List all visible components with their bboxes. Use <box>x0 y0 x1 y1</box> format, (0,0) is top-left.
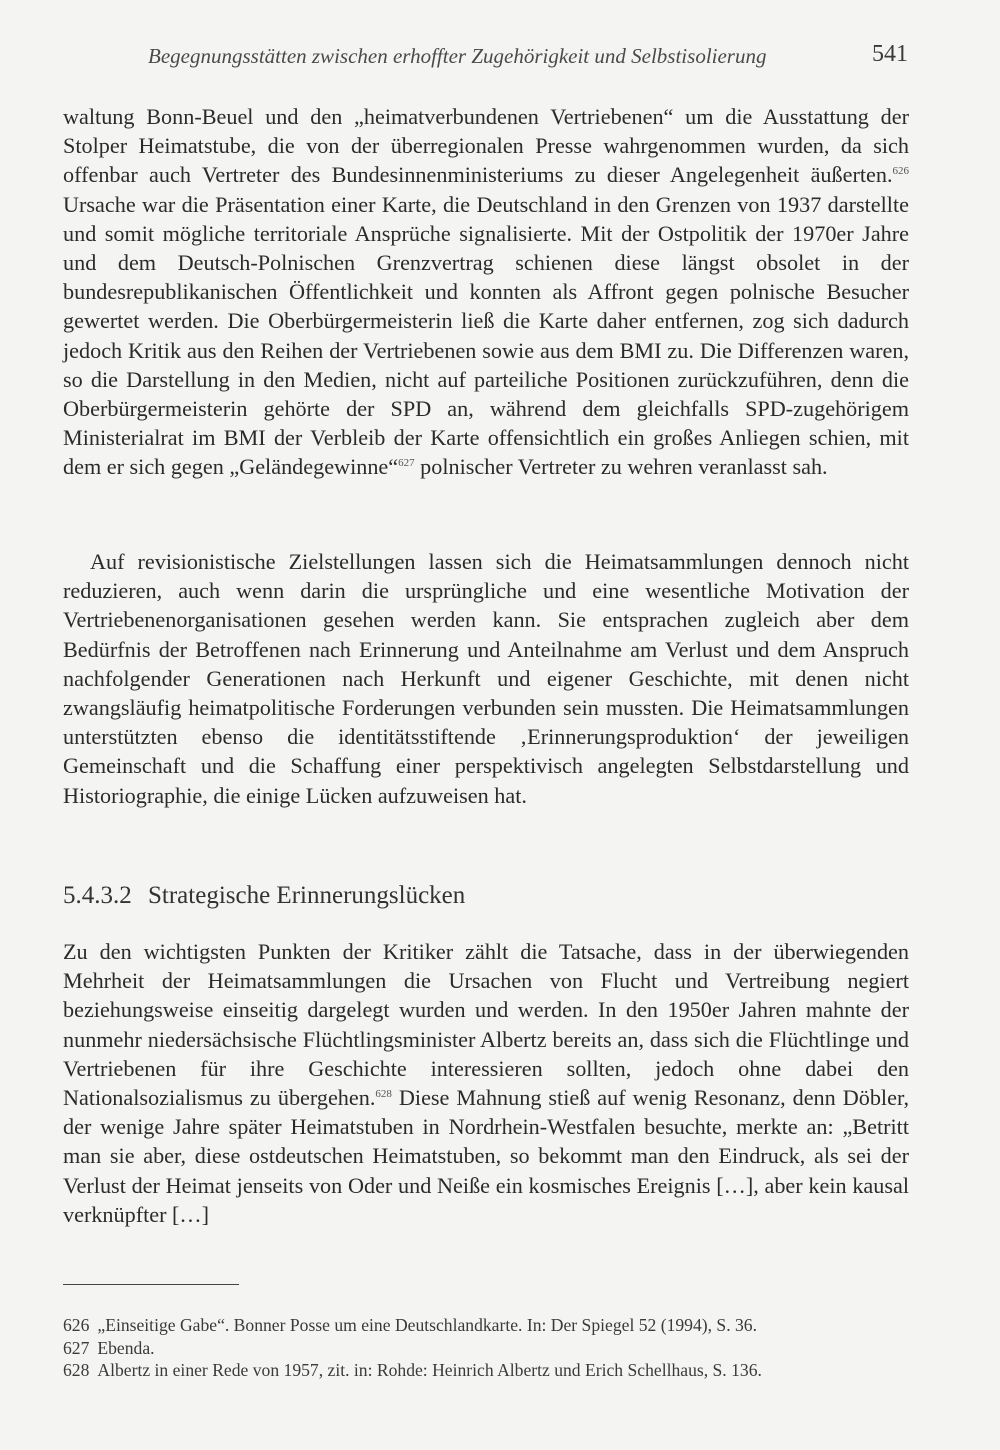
paragraph-1-part-1: waltung Bonn-Beuel und den „heimatverbundenen Vertriebenen“ um die Ausstattung der Stolper Heimatstube, die von der überregionalen Presse wahrgenommen wurden, da sich offenbar auch Vertreter des Bundesinnenministeriums zu dieser Angelegenheit äußerten. <box>63 104 909 188</box>
footnote-ref-626[interactable]: 626 <box>892 165 909 178</box>
paragraph-1-text <box>63 102 909 482</box>
running-title: Begegnungsstätten zwischen erhoffter Zugehörigkeit und Selbstisolierung <box>148 44 767 68</box>
footnote-627 <box>63 1337 909 1360</box>
paragraph-1 <box>63 102 909 482</box>
footnote-ref-627[interactable]: 627 <box>398 457 415 470</box>
running-head <box>148 41 908 74</box>
footnote-divider <box>63 1284 239 1285</box>
page-number: 541 <box>872 41 908 67</box>
paragraph-3-part-1: Zu den wichtigsten Punkten der Kritiker zählt die Tatsache, dass in der überwiegenden Mehrheit der Heimatsammlungen die Ursachen von Flucht und Vertreibung negiert beziehungsweise einseitig dargelegt wurden und werden. In den 1950er Jahren mahnte der nunmehr niedersächsische Flüchtlingsminister Albertz bereits an, dass sich die Flüchtlinge und Vertriebenen für ihre Geschichte interessieren sollten, jedoch ohne dabei den Nationalsozialismus zu übergehen. <box>63 939 909 1111</box>
footnote-626 <box>63 1314 909 1337</box>
section-title: Strategische Erinnerungslücken <box>148 882 466 909</box>
section-heading <box>63 882 465 910</box>
footnote-number: 628 <box>63 1360 90 1380</box>
footnote-628 <box>63 1359 909 1382</box>
footnote-text: Ebenda. <box>97 1337 155 1358</box>
footnote-number: 627 <box>63 1337 90 1358</box>
paragraph-1-part-3: polnischer Vertreter zu wehren veranlasst sah. <box>414 454 828 480</box>
paragraph-1-part-2: Ursache war die Präsentation einer Karte, die Deutschland in den Grenzen von 1937 darstellte und somit mögliche territoriale Ansprüche signalisierte. Mit der Ostpolitik der 1970er Jahre und dem Deutsch-Polnischen Grenzvertrag schienen diese längst obsolet in der bundesrepublikanischen Öffentlichkeit und konnten als Affront gegen polnische Besucher gewertet werden. Die Oberbürgermeisterin ließ die Karte daher entfernen, zog sich dadurch jedoch Kritik aus den Reihen der Vertriebenen sowie aus dem BMI zu. Die Differenzen waren, so die Darstellung in den Medien, nicht auf parteiliche Positionen zurückzuführen, denn die Oberbürgermeisterin gehörte der SPD an, während dem gleichfalls SPD-zugehörigem Ministerialrat im BMI der Verbleib der Karte offensichtlich ein großes Anliegen schien, mit dem er sich gegen „Geländegewinne“ <box>63 191 909 480</box>
footnote-text: Albertz in einer Rede von 1957, zit. in: Rohde: Heinrich Albertz und Erich Schellhaus, S. 136. <box>97 1360 762 1380</box>
footnote-ref-628[interactable]: 628 <box>375 1088 392 1101</box>
paragraph-2-text: Auf revisionistische Zielstellungen lassen sich die Heimatsammlungen dennoch nicht reduzieren, auch wenn darin die ursprüngliche und eine wesentliche Motivation der Vertriebenenorganisationen gesehen werden kann. Sie entsprachen zugleich aber dem Bedürfnis der Betroffenen nach Erinnerung und Anteilnahme am Verlust und dem Anspruch nachfolgender Generationen nach Herkunft und eigener Geschichte, mit denen nicht zwangsläufig heimatpolitische Forderungen verbunden sein mussten. Die Heimatsammlungen unterstützten ebenso die identitätsstiftende ‚Erinnerungsproduktion‘ der jeweiligen Gemeinschaft und die Schaffung einer perspektivisch angelegten Selbstdarstellung und Historiographie, die einige Lücken aufzuweisen hat. <box>63 549 909 808</box>
paragraph-3-part-2: Diese Mahnung stieß auf wenig Resonanz, denn Döbler, der wenige Jahre später Heimatstuben in Nordrhein-Westfalen besuchte, merkte an: „Betritt man sie aber, diese ostdeutschen Heimatstuben, so bekommt man den Eindruck, als sei der Verlust der Heimat jenseits von Oder und Neiße ein kosmisches Ereignis […], aber kein kausal verknüpfter […] <box>63 1085 909 1227</box>
footnotes <box>63 1314 909 1382</box>
paragraph-2 <box>63 547 909 810</box>
paragraph-3-text <box>63 937 909 1229</box>
paragraph-3 <box>63 937 909 1229</box>
footnote-text: „Einseitige Gabe“. Bonner Posse um eine Deutschlandkarte. In: Der Spiegel 52 (1994), S. 36. <box>97 1315 757 1335</box>
footnote-number: 626 <box>63 1315 90 1335</box>
section-number: 5.4.3.2 <box>63 882 132 909</box>
